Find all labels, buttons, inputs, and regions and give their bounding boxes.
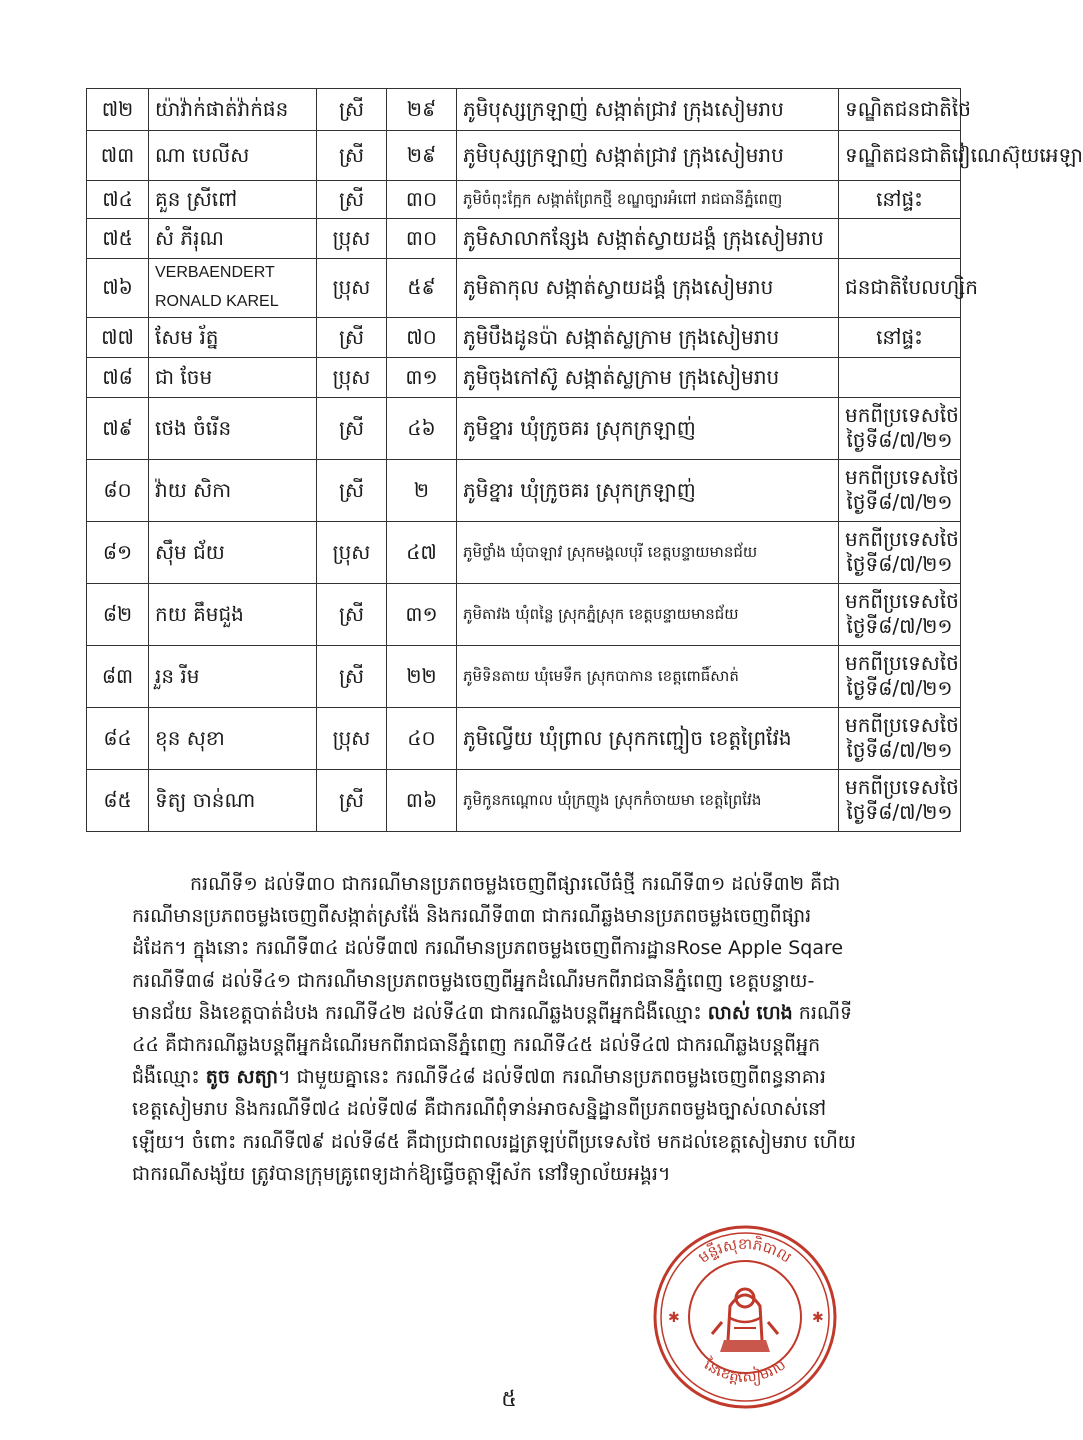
patient-name-line2: RONALD KAREL (155, 292, 279, 310)
address: ភូមិចំពុះក្អែក សង្កាត់ព្រែកថ្មី ខណ្ឌច្បារអំពៅ រាជធានីភ្នំពេញ (463, 190, 783, 209)
case-number: ៧៤ (102, 187, 133, 211)
table-row (87, 181, 961, 219)
age: ២២ (406, 663, 437, 688)
note-cell (839, 181, 961, 219)
case-number-cell (87, 707, 149, 769)
note-date: ថ្ងៃទី៨/៧/២១ (846, 552, 953, 577)
page-number: ៥ (501, 1387, 517, 1412)
sex: ស្រី (339, 324, 364, 349)
patient-name: យ៉ាវ៉ាក់ផាត់វ៉ាក់ផន (155, 97, 289, 121)
sex-cell (317, 317, 387, 357)
address-cell (457, 181, 839, 219)
name-cell (149, 707, 317, 769)
case-number: ៧៧ (101, 324, 134, 349)
table-row (87, 645, 961, 707)
patient-name: ខុន សុខា (155, 725, 225, 750)
patient-name: ទិត្យ ចាន់ណា (155, 787, 256, 812)
patient-name: គួន ស្រីពៅ (155, 187, 238, 211)
age: ៣១ (405, 364, 438, 389)
address-cell (457, 357, 839, 397)
paragraph-line: ដំដែក។ ក្នុងនោះ ករណីទី៣៤ ដល់ទី៣៧ ករណីមានប្រភពចម្លងចេញពីការដ្ឋានRose Apple Sqare (132, 937, 844, 960)
table-row (87, 259, 961, 318)
name-cell (149, 397, 317, 459)
case-number-cell (87, 357, 149, 397)
address-cell (457, 707, 839, 769)
note-date: ថ្ងៃទី៨/៧/២១ (846, 676, 953, 701)
case-number-cell (87, 769, 149, 831)
note-cell (839, 259, 978, 318)
age-cell (387, 769, 457, 831)
patient-name: ស៊ឹម ជ័យ (155, 539, 225, 564)
note: មកពីប្រទេសថៃ (845, 403, 959, 428)
patient-name-bold: លាស់ ហេង (707, 1001, 793, 1024)
name-cell (149, 181, 317, 219)
address-cell (457, 645, 839, 707)
table-row (87, 219, 961, 259)
case-number: ៨១ (102, 539, 133, 564)
note-cell (839, 89, 971, 131)
patient-name: កយ គឹមជួង (155, 601, 244, 626)
age: ៤០ (407, 725, 436, 750)
table-row (87, 397, 961, 459)
age: ៧០ (406, 324, 437, 349)
paragraph-text: ករណីទី (792, 1001, 853, 1024)
address-cell (457, 397, 839, 459)
age-cell (387, 645, 457, 707)
address-cell (457, 521, 839, 583)
note-cell (839, 459, 961, 521)
paragraph-line: ៤៤ គឺជាករណីឆ្លងបន្តពីអ្នកដំណើរមកពីរាជធានីភ្នំពេញ ករណីទី៤៥ ដល់ទី៤៧ ជាករណីឆ្លងបន្តពីអ្នក (132, 1034, 821, 1057)
note: នៅផ្ទះ (876, 187, 923, 211)
age-cell (387, 583, 457, 645)
note-cell (839, 357, 961, 397)
name-cell (149, 89, 317, 131)
case-number: ៧៩ (102, 415, 133, 440)
paragraph-text: មានជ័យ និងខេត្តបាត់ដំបង ករណីទី៤២ ដល់ទី៤៣ ជាករណីឆ្លងបន្តពីអ្នកជំងឺឈ្មោះ (132, 1001, 708, 1024)
table-row (87, 89, 961, 131)
note: នៅផ្ទះ (876, 324, 923, 349)
patient-name-bold: តូច សត្យា (205, 1066, 279, 1089)
case-number-cell (87, 459, 149, 521)
sex: ប្រុស (332, 364, 371, 389)
age: ៥៩ (407, 275, 436, 300)
age-cell (387, 397, 457, 459)
name-cell (149, 645, 317, 707)
paragraph-line: ឡើយ។ ចំពោះ ករណីទី៧៩ ដល់ទី៨៥ គឺជាប្រជាពលរដ្ឋត្រឡប់ពីប្រទេសថៃ មកដល់ខេត្តសៀមរាប ហើយ (132, 1130, 856, 1153)
address-cell (457, 769, 839, 831)
age-cell (387, 219, 457, 259)
case-number: ៧២ (101, 97, 134, 121)
sex-cell (317, 707, 387, 769)
name-cell (149, 769, 317, 831)
table-row (87, 769, 961, 831)
note: មកពីប្រទេសថៃ (845, 527, 959, 552)
paragraph-line: ករណីទី១ ដល់ទី៣០ ជាករណីមានប្រភពចម្លងចេញពីផ្សារលើធំថ្មី ករណីទី៣១ ដល់ទី៣២ គឺជា (190, 873, 841, 895)
note-cell (839, 769, 961, 831)
sex: ស្រី (339, 601, 364, 626)
sex-cell (317, 219, 387, 259)
table-row (87, 357, 961, 397)
cases-table (86, 88, 1083, 832)
paragraph-line (132, 1061, 922, 1093)
address: ភូមិបុស្សក្រឡាញ់ សង្កាត់ជ្រាវ ក្រុងសៀមរាប (463, 143, 784, 167)
paragraph-line: ករណីមានប្រភពចម្លងចេញពីសង្កាត់ស្រង៉ែ និងករណីទី៣៣ ជាករណីឆ្លងមានប្រភពចម្លងចេញពីផ្សារ (132, 905, 812, 928)
age: ៣១ (405, 601, 438, 626)
case-number: ៧៣ (100, 143, 135, 167)
age: ៣៦ (405, 787, 438, 812)
table-row (87, 317, 961, 357)
address: ភូមិកូនកណ្តោល ឃុំក្រញូង ស្រុកកំចាយមា ខេត្តព្រៃវែង (463, 790, 762, 809)
address: ភូមិបុស្សក្រឡាញ់ សង្កាត់ជ្រាវ ក្រុងសៀមរាប (463, 97, 784, 121)
note: ទណ្ឌិតជនជាតិវៀណេស៊ុយអេឡា (845, 143, 1083, 167)
sex-cell (317, 181, 387, 219)
sex: ស្រី (339, 787, 364, 812)
name-cell (149, 521, 317, 583)
age-cell (387, 357, 457, 397)
address-cell (457, 583, 839, 645)
age: ៤៦ (407, 415, 436, 440)
case-number: ៨៤ (103, 725, 132, 750)
age: ២៩ (406, 143, 437, 167)
case-number-cell (87, 521, 149, 583)
note-date: ថ្ងៃទី៨/៧/២១ (846, 428, 953, 453)
address: ភូមិតាវង ឃុំពន្លៃ ស្រុកភ្នំស្រុក ខេត្តបន្ទាយមានជ័យ (463, 604, 739, 623)
patient-name: សំ ភីរុណ (155, 226, 224, 250)
patient-name: ណា បេលីស (155, 143, 250, 167)
sex-cell (317, 769, 387, 831)
sex-cell (317, 89, 387, 131)
name-cell (149, 219, 317, 259)
sex-cell (317, 259, 387, 318)
case-number-cell (87, 259, 149, 318)
address-cell (457, 259, 839, 318)
case-number: ៨៥ (103, 787, 132, 812)
svg-text:នៃខេត្តសៀមរាប: នៃខេត្តសៀមរាប (700, 1355, 790, 1387)
address: ភូមិតាកុល សង្កាត់ស្វាយដង្គំ ក្រុងសៀមរាប (463, 275, 774, 300)
name-cell (149, 259, 317, 318)
address: ភូមិខ្នារ ឃុំក្រូចគរ ស្រុកក្រឡាញ់ (463, 477, 696, 502)
sex-cell (317, 521, 387, 583)
table-row (87, 521, 961, 583)
sex: ស្រី (339, 187, 364, 211)
age: ៣០ (405, 226, 438, 250)
sex-cell (317, 645, 387, 707)
sex-cell (317, 131, 387, 181)
case-number-cell (87, 583, 149, 645)
patient-name: VERBAENDERT (155, 264, 275, 281)
address-cell (457, 219, 839, 259)
age-cell (387, 459, 457, 521)
age-cell (387, 317, 457, 357)
note-cell (839, 397, 961, 459)
patient-name: ជា ចែម (155, 364, 213, 389)
age-cell (387, 131, 457, 181)
sex: ស្រី (339, 477, 364, 502)
address-cell (457, 89, 839, 131)
note: ទណ្ឌិតជនជាតិថៃ (845, 97, 971, 121)
address: ភូមិខ្នារ ឃុំក្រូចគរ ស្រុកក្រឡាញ់ (463, 415, 696, 440)
age-cell (387, 259, 457, 318)
note-cell (839, 583, 961, 645)
paragraph-line: ខេត្តសៀមរាប និងករណីទី៧៤ ដល់ទី៧៨ គឺជាករណីពុំទាន់អាចសន្និដ្ឋានពីប្រភពចម្លងច្បាស់លាស់នៅ (132, 1098, 827, 1121)
paragraph-line: ករណីទី៣៨ ដល់ទី៤១ ជាករណីមានប្រភពចម្លងចេញពីអ្នកដំណើរមកពីរាជធានីភ្នំពេញ ខេត្តបន្ទាយ- (132, 969, 815, 992)
patient-name: វ៉ាយ សិកា (155, 477, 232, 502)
note-date: ថ្ងៃទី៨/៧/២១ (846, 738, 953, 763)
note: មកពីប្រទេសថៃ (845, 775, 959, 800)
note-date: ថ្ងៃទី៨/៧/២១ (846, 800, 953, 825)
note: មកពីប្រទេសថៃ (845, 651, 959, 676)
age-cell (387, 707, 457, 769)
age: ២៩ (406, 97, 437, 121)
age: ២ (413, 477, 430, 502)
case-number: ៧៦ (102, 275, 133, 300)
address: ភូមិចុងកៅស៊ូ សង្កាត់ស្លក្រាម ក្រុងសៀមរាប (463, 364, 780, 389)
sex-cell (317, 459, 387, 521)
sex-cell (317, 583, 387, 645)
age-cell (387, 521, 457, 583)
address: ភូមិសាលាកន្សែង សង្កាត់ស្វាយដង្គំ ក្រុងសៀមរាប (463, 226, 824, 250)
sex: ប្រុស (332, 226, 371, 250)
case-number: ៧៨ (102, 364, 133, 389)
case-number-cell (87, 89, 149, 131)
case-number: ៨៣ (101, 663, 134, 688)
note-date: ថ្ងៃទី៨/៧/២១ (846, 614, 953, 639)
name-cell (149, 131, 317, 181)
name-cell (149, 357, 317, 397)
sex: ប្រុស (332, 539, 371, 564)
case-number-cell (87, 397, 149, 459)
sex: ស្រី (339, 143, 364, 167)
sex: ប្រុស (332, 275, 371, 300)
paragraph-line: ជាករណីសង្ស័យ ត្រូវបានក្រុមគ្រូពេទ្យដាក់ឱ្យធ្វើចត្តាឡីស័ក នៅវិទ្យាល័យអង្គរ។ (132, 1162, 671, 1185)
age-cell (387, 181, 457, 219)
sex: ប្រុស (332, 725, 371, 750)
case-number: ៧៥ (102, 226, 133, 250)
note-date: ថ្ងៃទី៨/៧/២១ (846, 490, 953, 515)
patient-name: រួន រីម (155, 663, 200, 688)
svg-text:មន្ទីរសុខាភិបាល: មន្ទីរសុខាភិបាល (694, 1235, 795, 1267)
address-cell (457, 459, 839, 521)
table-row (87, 707, 961, 769)
note-cell (839, 219, 961, 259)
official-seal-icon (650, 1222, 840, 1412)
note-cell (839, 707, 961, 769)
summary-paragraph (132, 868, 922, 1190)
patient-name: ថេង ចំរើន (155, 415, 232, 440)
case-number-cell (87, 131, 149, 181)
case-number-cell (87, 219, 149, 259)
note-cell (839, 645, 961, 707)
svg-text:✱: ✱ (668, 1310, 680, 1326)
case-number: ៨២ (102, 601, 133, 626)
table-row (87, 583, 961, 645)
note: មកពីប្រទេសថៃ (845, 465, 959, 490)
note: មកពីប្រទេសថៃ (845, 713, 959, 738)
case-number-cell (87, 317, 149, 357)
address: ភូមិល្វើយ ឃុំព្រាល ស្រុកកញ្ជៀច ខេត្តព្រៃវែង (463, 725, 792, 750)
paragraph-line (132, 997, 922, 1029)
sex: ស្រី (339, 97, 364, 121)
note-cell (839, 521, 961, 583)
paragraph-text: ។ ជាមួយគ្នានេះ ករណីទី៤៨ ដល់ទី៧៣ ករណីមានប្រភពចម្លងចេញពីពន្ធនាគារ (278, 1066, 826, 1089)
name-cell (149, 317, 317, 357)
note-cell (839, 131, 1083, 181)
age: ៤៧ (406, 539, 437, 564)
patient-name: សែម រ័ត្ន (155, 324, 219, 349)
table-row (87, 459, 961, 521)
note-cell (839, 317, 961, 357)
case-number: ៨០ (103, 477, 132, 502)
sex-cell (317, 357, 387, 397)
sex: ស្រី (339, 415, 364, 440)
name-cell (149, 459, 317, 521)
table-row (87, 131, 961, 181)
case-number-cell (87, 645, 149, 707)
sex-cell (317, 397, 387, 459)
case-number-cell (87, 181, 149, 219)
age-cell (387, 89, 457, 131)
svg-text:✱: ✱ (812, 1310, 824, 1326)
address-cell (457, 131, 839, 181)
address: ភូមិបឹងដូនប៉ា សង្កាត់ស្លក្រាម ក្រុងសៀមរាប (463, 324, 780, 349)
address: ភូមិថ្លាំង ឃុំបាឡាវ ស្រុកមង្គលបុរី ខេត្តបន្ទាយមានជ័យ (463, 542, 758, 561)
paragraph-text: ជំងឺឈ្មោះ (132, 1066, 206, 1089)
age: ៣០ (405, 187, 438, 211)
note: ជនជាតិបែលហ្សិក (845, 275, 978, 300)
sex: ស្រី (339, 663, 364, 688)
note: មកពីប្រទេសថៃ (845, 589, 959, 614)
name-cell (149, 583, 317, 645)
address-cell (457, 317, 839, 357)
address: ភូមិទិនតាយ ឃុំមេទឹក ស្រុកបាកាន ខេត្តពោធិ៍សាត់ (463, 666, 739, 685)
